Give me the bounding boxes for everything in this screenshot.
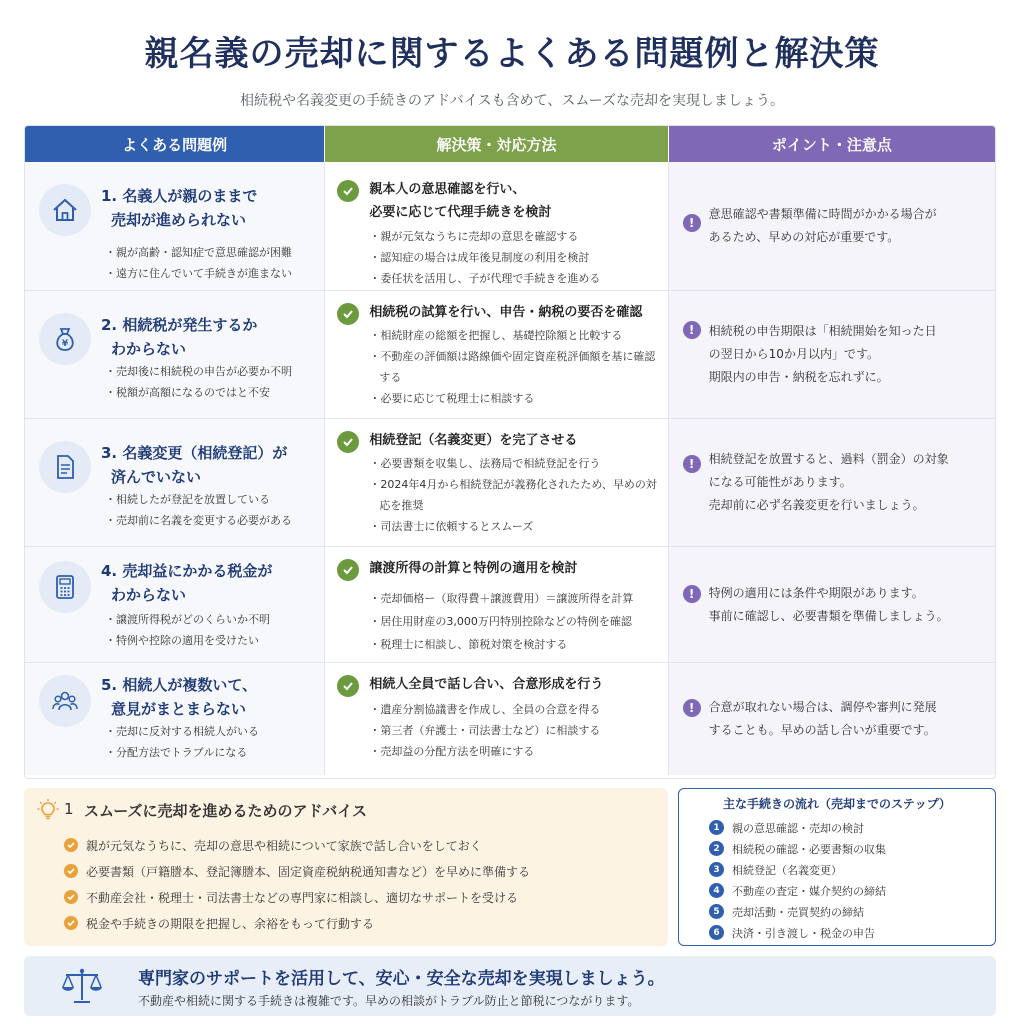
list-item: ・ 税理士に相談し、節税対策を検討する bbox=[369, 633, 665, 656]
solution-title bbox=[369, 301, 665, 324]
document-icon bbox=[39, 441, 91, 493]
step-label: 相続税の確認・必要書類の収集 bbox=[732, 842, 886, 856]
step-number: 4 bbox=[709, 883, 724, 898]
problem-bullets bbox=[105, 489, 320, 531]
point-text bbox=[709, 320, 989, 389]
check-icon bbox=[337, 431, 359, 453]
page-title: 親名義の売却に関するよくある問題例と解決策 bbox=[144, 34, 880, 74]
step-label: 不動産の査定・媒介契約の締結 bbox=[732, 884, 886, 898]
list-item: ・ 司法書士に依頼するとスムーズ bbox=[369, 516, 665, 537]
point-line: になる可能性があります。 bbox=[708, 475, 852, 489]
problem-title-line: 3. 名義変更（相続登記）が bbox=[101, 444, 288, 462]
solution-title bbox=[369, 429, 665, 452]
list-item: ・ 売却後に相続税の申告が必要か不明 bbox=[105, 361, 320, 382]
point-cell bbox=[668, 162, 995, 290]
page-subtitle: 相続税や名義変更の手続きのアドバイスも含めて、スムーズな売却を実現しましょう。 bbox=[240, 93, 784, 109]
check-icon bbox=[64, 916, 78, 930]
check-icon bbox=[64, 864, 78, 878]
list-item: ・ 相続財産の総額を把握し、基礎控除額と比較する bbox=[369, 325, 665, 346]
problem-title bbox=[101, 441, 316, 489]
problem-cell bbox=[25, 419, 324, 546]
list-item: ・ 売却に反対する相続人がいる bbox=[105, 721, 320, 742]
problem-title-line: 意見がまとまらない bbox=[111, 700, 247, 718]
point-text bbox=[709, 696, 989, 742]
solution-title bbox=[369, 673, 665, 696]
list-item bbox=[64, 858, 530, 884]
point-line: することも。早めの話し合いが重要です。 bbox=[708, 723, 936, 737]
step-label: 親の意思確認・売却の検討 bbox=[732, 821, 864, 835]
list-item bbox=[709, 838, 886, 859]
calculator-icon bbox=[39, 561, 91, 613]
steps-title: 主な手続きの流れ（売却までのステップ） bbox=[723, 797, 951, 811]
advice-text: 不動産会社・税理士・司法書士などの専門家に相談し、適切なサポートを受ける bbox=[86, 890, 519, 905]
problem-cell bbox=[25, 663, 324, 775]
list-item: ・ 不動産の評価額は路線価や固定資産税評価額を基に確認する bbox=[369, 346, 665, 388]
problem-title bbox=[101, 184, 316, 232]
point-line: 意思確認や書類準備に時間がかかる場合が bbox=[708, 207, 937, 221]
footer-subtext: 不動産や相続に関する手続きは複雑です。早めの相談がトラブル防止と節税につながります。 bbox=[138, 994, 640, 1008]
list-item bbox=[709, 817, 886, 838]
problem-cell bbox=[25, 291, 324, 418]
list-item: ・ 必要書類を収集し、法務局で相続登記を行う bbox=[369, 453, 665, 474]
house-icon bbox=[39, 184, 91, 236]
point-line: 期限内の申告・納税を忘れずに。 bbox=[708, 370, 889, 384]
list-item bbox=[709, 880, 886, 901]
solution-cell bbox=[324, 291, 667, 418]
list-item: ・ 必要に応じて税理士に相談する bbox=[369, 388, 665, 409]
solution-title-line: 相続税の試算を行い、申告・納税の要否を確認 bbox=[369, 305, 643, 320]
list-item: ・ 居住用財産の3,000万円特別控除などの特例を確認 bbox=[369, 610, 665, 633]
advice-number: 1 bbox=[64, 800, 74, 818]
step-label: 決済・引き渡し・税金の申告 bbox=[732, 926, 875, 940]
exclamation-icon: ! bbox=[683, 321, 701, 339]
point-cell bbox=[668, 663, 995, 775]
problem-cell bbox=[25, 162, 324, 290]
point-text bbox=[709, 203, 989, 249]
solution-title-line: 親本人の意思確認を行い、 bbox=[369, 182, 526, 197]
list-item: ・ 分配方法でトラブルになる bbox=[105, 742, 320, 763]
steps-box bbox=[678, 788, 996, 946]
problem-title-line: わからない bbox=[111, 586, 187, 604]
step-number: 2 bbox=[709, 841, 724, 856]
solution-title-line: 相続登記（名義変更）を完了させる bbox=[369, 433, 578, 448]
problem-bullets bbox=[105, 609, 320, 651]
point-line: 相続税の申告期限は「相続開始を知った日 bbox=[708, 324, 937, 338]
list-item bbox=[709, 922, 886, 943]
point-text bbox=[709, 582, 989, 628]
advice-text: 必要書類（戸籍謄本、登記簿謄本、固定資産税納税通知書など）を早めに準備する bbox=[86, 864, 531, 879]
exclamation-icon: ! bbox=[683, 585, 701, 603]
point-line: の翌日から10か月以内」です。 bbox=[708, 347, 879, 361]
list-item: ・ 税額が高額になるのではと不安 bbox=[105, 382, 320, 403]
lightbulb-icon bbox=[36, 798, 60, 822]
check-icon bbox=[64, 890, 78, 904]
check-icon bbox=[337, 303, 359, 325]
solution-title-line: 必要に応じて代理手続きを検討 bbox=[369, 205, 552, 220]
scales-icon bbox=[60, 966, 104, 1006]
people-icon bbox=[39, 675, 91, 727]
point-cell bbox=[668, 547, 995, 662]
problem-title bbox=[101, 313, 316, 361]
solution-bullets bbox=[369, 226, 665, 289]
solution-cell bbox=[324, 663, 667, 775]
problem-title-line: 5. 相続人が複数いて、 bbox=[101, 676, 258, 694]
problem-title-line: 4. 売却益にかかる税金が bbox=[101, 562, 273, 580]
point-cell bbox=[668, 291, 995, 418]
advice-text: 親が元気なうちに、売却の意思や相続について家族で話し合いをしておく bbox=[86, 838, 482, 853]
list-item: ・ 親が高齢・認知症で意思確認が困難 bbox=[105, 242, 320, 263]
table-header bbox=[25, 126, 995, 162]
point-cell bbox=[668, 419, 995, 546]
step-number: 6 bbox=[709, 925, 724, 940]
point-text bbox=[709, 448, 989, 517]
problem-bullets bbox=[105, 721, 320, 763]
solution-bullets bbox=[369, 325, 665, 409]
svg-text:¥: ¥ bbox=[61, 339, 69, 349]
list-item: ・ 売却益の分配方法を明確にする bbox=[369, 741, 665, 762]
list-item: ・ 特例や控除の適用を受けたい bbox=[105, 630, 320, 651]
solution-title-line: 相続人全員で話し合い、合意形成を行う bbox=[369, 677, 604, 692]
list-item: ・ 2024年4月から相続登記が義務化されたため、早めの対応を推奨 bbox=[369, 474, 665, 516]
problem-title-line: 売却が進められない bbox=[111, 211, 247, 229]
solution-bullets bbox=[369, 453, 665, 537]
solution-cell bbox=[324, 419, 667, 546]
advice-list bbox=[64, 832, 530, 936]
solution-cell bbox=[324, 547, 667, 662]
list-item: ・ 遠方に住んでいて手続きが進まない bbox=[105, 263, 320, 284]
list-item bbox=[64, 832, 530, 858]
problem-title-line: 2. 相続税が発生するか bbox=[101, 316, 258, 334]
solution-bullets bbox=[369, 587, 665, 656]
point-line: 合意が取れない場合は、調停や審判に発展 bbox=[708, 700, 937, 714]
advice-title: スムーズに売却を進めるためのアドバイス bbox=[84, 802, 368, 820]
list-item: ・ 相続したが登記を放置している bbox=[105, 489, 320, 510]
problem-bullets bbox=[105, 242, 320, 284]
list-item bbox=[64, 910, 530, 936]
step-number: 5 bbox=[709, 904, 724, 919]
point-line: 相続登記を放置すると、過料（罰金）の対象 bbox=[708, 452, 949, 466]
header-problems: よくある問題例 bbox=[25, 126, 324, 162]
problem-title-line: 1. 名義人が親のままで bbox=[101, 187, 258, 205]
step-number: 3 bbox=[709, 862, 724, 877]
footer-headline: 専門家のサポートを活用して、安心・安全な売却を実現しましょう。 bbox=[138, 969, 665, 989]
list-item: ・ 委任状を活用し、子が代理で手続きを進める bbox=[369, 268, 665, 289]
table-row bbox=[25, 290, 995, 418]
table-row bbox=[25, 418, 995, 546]
money-bag-icon bbox=[39, 313, 91, 365]
exclamation-icon: ! bbox=[683, 214, 701, 232]
advice-text: 税金や手続きの期限を把握し、余裕をもって行動する bbox=[86, 916, 375, 931]
problem-solution-table bbox=[24, 125, 996, 779]
step-number: 1 bbox=[709, 820, 724, 835]
list-item: ・ 遺産分割協議書を作成し、全員の合意を得る bbox=[369, 699, 665, 720]
advice-box bbox=[24, 788, 668, 946]
check-icon bbox=[337, 559, 359, 581]
problem-title-line: 済んでいない bbox=[111, 468, 202, 486]
steps-list bbox=[709, 817, 886, 943]
list-item bbox=[64, 884, 530, 910]
step-label: 相続登記（名義変更） bbox=[732, 863, 842, 877]
list-item: ・ 譲渡所得税がどのくらいか不明 bbox=[105, 609, 320, 630]
check-icon bbox=[337, 675, 359, 697]
list-item: ・ 認知症の場合は成年後見制度の利用を検討 bbox=[369, 247, 665, 268]
list-item: ・ 売却価格ー（取得費＋譲渡費用）＝譲渡所得を計算 bbox=[369, 587, 665, 610]
solution-bullets bbox=[369, 699, 665, 762]
table-row bbox=[25, 162, 995, 290]
problem-title-line: わからない bbox=[111, 340, 187, 358]
list-item: ・ 第三者（弁護士・司法書士など）に相談する bbox=[369, 720, 665, 741]
check-icon bbox=[337, 180, 359, 202]
check-icon bbox=[64, 838, 78, 852]
problem-bullets bbox=[105, 361, 320, 403]
header-solutions: 解決策・対応方法 bbox=[324, 126, 667, 162]
list-item bbox=[709, 901, 886, 922]
exclamation-icon: ! bbox=[683, 699, 701, 717]
point-line: 特例の適用には条件や期限があります。 bbox=[708, 585, 924, 600]
point-line: 事前に確認し、必要書類を準備しましょう。 bbox=[708, 608, 949, 623]
point-line: 売却前に必ず名義変更を行いましょう。 bbox=[708, 498, 925, 512]
solution-title bbox=[369, 178, 665, 224]
solution-title bbox=[369, 557, 665, 580]
step-label: 売却活動・売買契約の締結 bbox=[732, 905, 864, 919]
footer-banner bbox=[24, 956, 996, 1016]
list-item: ・ 親が元気なうちに売却の意思を確認する bbox=[369, 226, 665, 247]
table-row bbox=[25, 662, 995, 775]
problem-title bbox=[101, 559, 316, 607]
header-points: ポイント・注意点 bbox=[668, 126, 995, 162]
solution-cell bbox=[324, 162, 667, 290]
problem-title bbox=[101, 673, 316, 721]
list-item: ・ 売却前に名義を変更する必要がある bbox=[105, 510, 320, 531]
table-row bbox=[25, 546, 995, 662]
solution-title-line: 譲渡所得の計算と特例の適用を検討 bbox=[369, 561, 578, 576]
list-item bbox=[709, 859, 886, 880]
exclamation-icon: ! bbox=[683, 455, 701, 473]
problem-cell bbox=[25, 547, 324, 662]
point-line: あるため、早めの対応が重要です。 bbox=[708, 230, 900, 244]
